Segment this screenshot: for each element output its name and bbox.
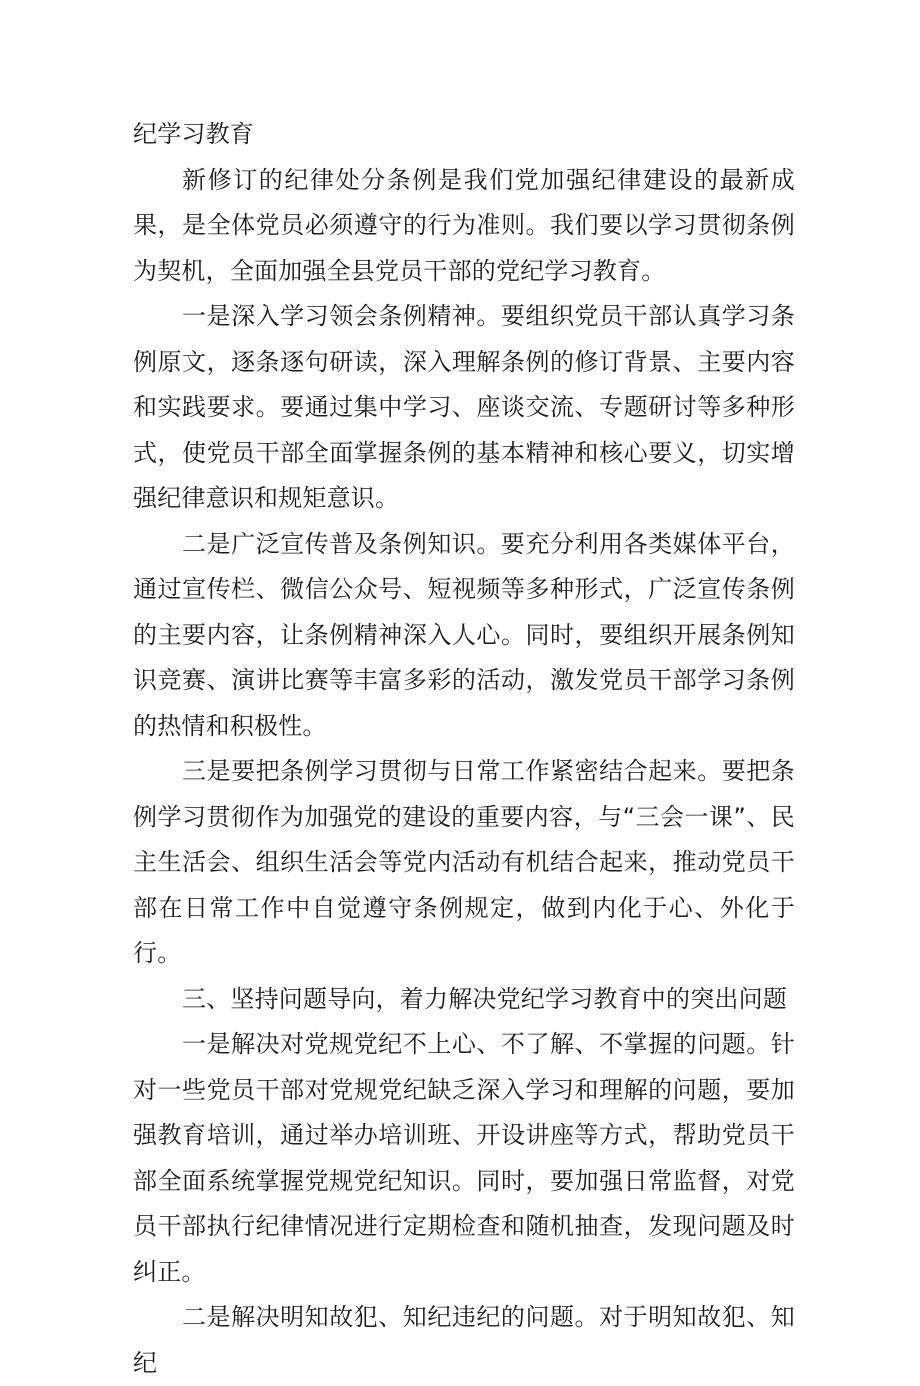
paragraph-point-3: 三是要把条例学习贯彻与日常工作紧密结合起来。要把条例学习贯彻作为加强党的建设的重要内容，与“三会一课”、民主生活会、组织生活会等党内活动有机结合起来，推动党员干部在日常工作中自觉遵守条例规定，做到内化于心、外化于行。 (133, 757, 795, 967)
document-body (133, 112, 795, 1386)
paragraph-continuation: 纪学习教育 (133, 120, 254, 148)
paragraph-point-2: 二是广泛宣传普及条例知识。要充分利用各类媒体平台，通过宣传栏、微信公众号、短视频等多种形式，广泛宣传条例的主要内容，让条例精神深入人心。同时，要组织开展条例知识竞赛、演讲比赛等丰富多彩的活动，激发党员干部学习条例的热情和积极性。 (133, 529, 795, 740)
section-heading: 三、坚持问题导向，着力解决党纪学习教育中的突出问题 (182, 984, 787, 1013)
paragraph-problem-2: 二是解决明知故犯、知纪违纪的问题。对于明知故犯、知纪 (133, 1303, 795, 1377)
paragraph-point-1: 一是深入学习领会条例精神。要组织党员干部认真学习条例原文，逐条逐句研读，深入理解条例的修订背景、主要内容和实践要求。要通过集中学习、座谈交流、专题研讨等多种形式，使党员干部全面掌握条例的基本精神和核心要义，切实增强纪律意识和规矩意识。 (133, 302, 795, 512)
paragraph-intro: 新修订的纪律处分条例是我们党加强纪律建设的最新成果，是全体党员必须遵守的行为准则。我们要以学习贯彻条例为契机，全面加强全县党员干部的党纪学习教育。 (133, 165, 795, 285)
paragraph-problem-1: 一是解决对党规党纪不上心、不了解、不掌握的问题。针对一些党员干部对党规党纪缺乏深入学习和理解的问题，要加强教育培训，通过举办培训班、开设讲座等方式，帮助党员干部全面系统掌握党规党纪知识。同时，要加强日常监督，对党员干部执行纪律情况进行定期检查和随机抽查，发现问题及时纠正。 (133, 1030, 795, 1286)
